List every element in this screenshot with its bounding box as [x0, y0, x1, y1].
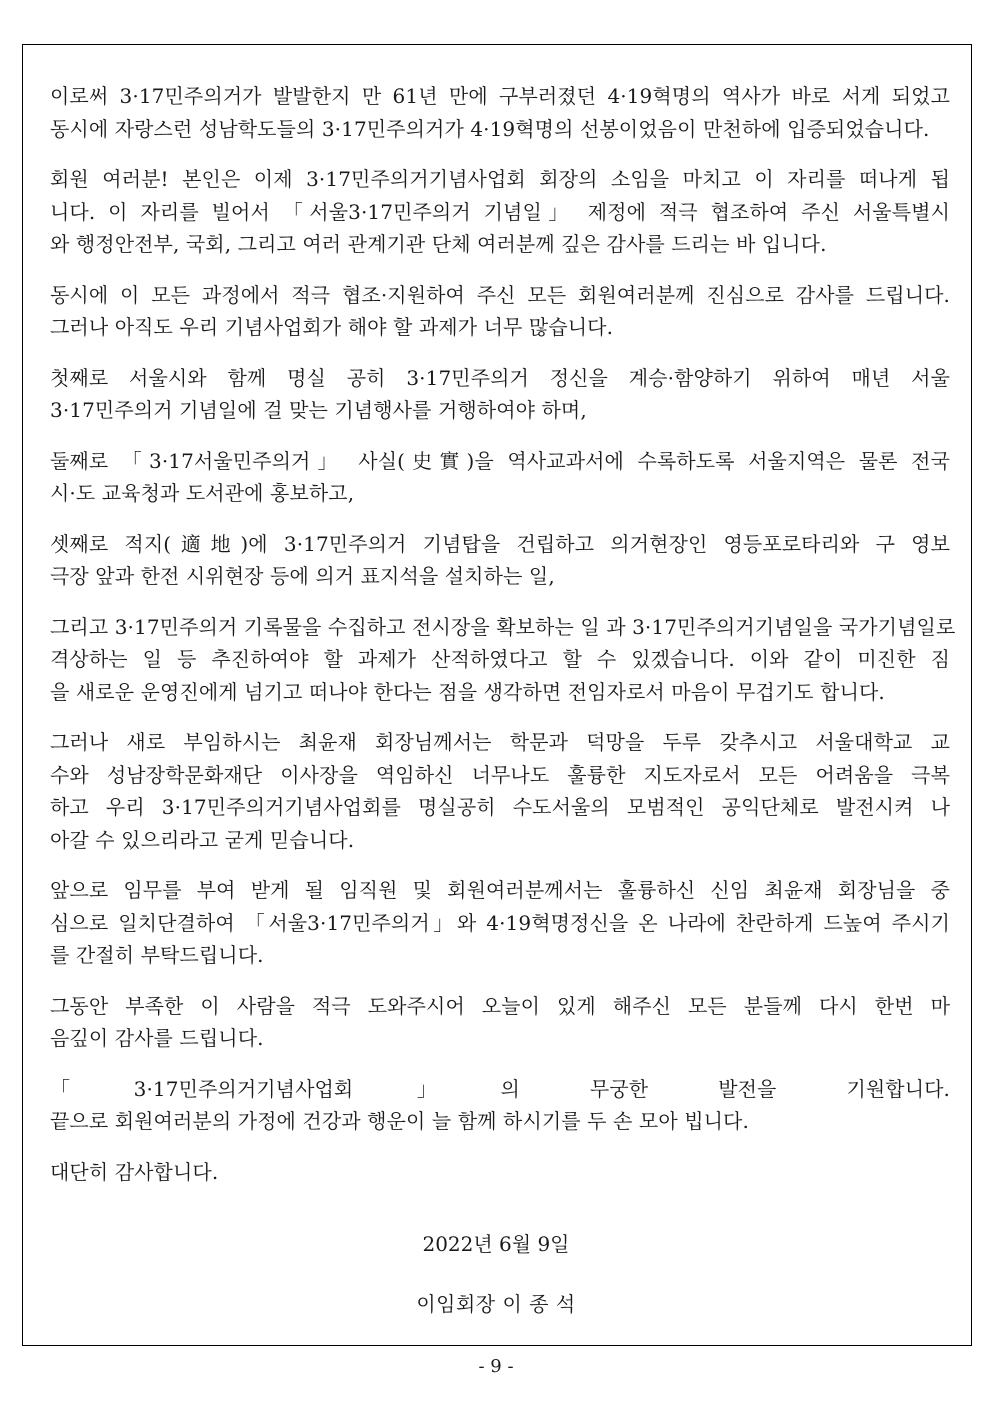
page-number: - 9 - — [478, 1356, 514, 1377]
text-line: 을 새로운 운영진에게 넘기고 떠나야 한다는 점을 생각하면 전임자로서 마음이 무겁기도 합니다. — [50, 679, 885, 704]
text-line: 동시에 이 모든 과정에서 적극 협조·지원하여 주신 모든 회원여러분께 진심으로 감사를 드립니다. — [50, 282, 950, 307]
text-line: 회원 여러분! 본인은 이제 3·17민주의거기념사업회 회장의 소임을 마치고 이 자리를 떠나게 됩 — [50, 167, 950, 191]
text-line: 이로써 3·17민주의거가 발발한지 만 61년 만에 구부러졌던 4·19혁명의 역사가 바로 서게 되었고 — [50, 84, 950, 108]
letter-body — [50, 80, 956, 1206]
signer-name: 이임회장 이 종 석 — [416, 1292, 576, 1316]
text-line: 그러나 아직도 우리 기념사업회가 해야 할 과제가 너무 많습니다. — [50, 315, 614, 339]
text-line: 격상하는 일 등 추진하여야 할 과제가 산적하였다고 할 수 있겠습니다. 이와 같이 미진한 짐 — [50, 647, 950, 671]
paragraph — [50, 1156, 950, 1189]
text-line: 그리고 3·17민주의거 기록물을 수집하고 전시장을 확보하는 일 과 3·17민주의거기념일을 국가기념일로 — [50, 614, 956, 639]
paragraph — [50, 990, 950, 1055]
paragraph — [50, 80, 950, 145]
text-line: 대단히 감사합니다. — [50, 1159, 219, 1184]
text-line: 둘째로 「3·17서울민주의거」 사실(史實)을 역사교과서에 수록하도록 서울지역은 물론 전국 — [50, 448, 950, 473]
text-line: 를 간절히 부탁드립니다. — [50, 943, 264, 967]
paragraph — [50, 279, 950, 344]
text-line: 심으로 일치단결하여 「서울3·17민주의거」와 4·19혁명정신을 온 나라에 찬란하게 드높여 주시기 — [50, 910, 950, 935]
text-line: 와 행정안전부, 국회, 그리고 여러 관계기관 단체 여러분께 깊은 감사를 드리는 바 입니다. — [50, 232, 827, 256]
text-line: 시·도 교육청과 도서관에 홍보하고, — [50, 481, 355, 505]
text-line: 그동안 부족한 이 사람을 적극 도와주시어 오늘이 있게 해주신 모든 분들께 다시 한번 마 — [50, 993, 950, 1018]
text-line: 「3·17민주의거기념사업회」의 무궁한 발전을 기원합니다. — [50, 1076, 950, 1101]
paragraph — [50, 1073, 950, 1138]
paragraph — [50, 362, 950, 427]
paragraph — [50, 874, 950, 972]
letter-date: 2022년 6월 9일 — [422, 1232, 570, 1256]
paragraph — [50, 445, 950, 510]
text-line: 동시에 자랑스런 성남학도들의 3·17민주의거가 4·19혁명의 선봉이었음이 만천하에 입증되었습니다. — [50, 116, 930, 141]
paragraph — [50, 726, 950, 856]
paragraph — [50, 528, 950, 593]
text-line: 끝으로 회원여러분의 가정에 건강과 행운이 늘 함께 하시기를 두 손 모아 빕니다. — [50, 1109, 749, 1133]
text-line: 3·17민주의거 기념일에 걸 맞는 기념행사를 거행하여야 하며, — [50, 398, 587, 422]
text-line: 극장 앞과 한전 시위현장 등에 의거 표지석을 설치하는 일, — [50, 564, 555, 588]
text-line: 하고 우리 3·17민주의거기념사업회를 명실공히 수도서울의 모범적인 공익단체로 발전시켜 나 — [50, 795, 950, 819]
text-line: 음깊이 감사를 드립니다. — [50, 1026, 264, 1050]
text-line: 니다. 이 자리를 빌어서 「서울3·17민주의거 기념일」 제정에 적극 협조하여 주신 서울특별시 — [50, 199, 950, 224]
text-line: 첫째로 서울시와 함께 명실 공히 3·17민주의거 정신을 계승·함양하기 위하여 매년 서울 — [50, 365, 950, 390]
text-line: 셋째로 적지(適地)에 3·17민주의거 기념탑을 건립하고 의거현장인 영등포로타리와 구 영보 — [50, 531, 950, 556]
paragraph — [50, 163, 950, 261]
text-line: 앞으로 임무를 부여 받게 될 임직원 및 회원여러분께서는 훌륭하신 신임 최윤재 회장님을 중 — [50, 878, 950, 902]
text-line: 수와 성남장학문화재단 이사장을 역임하신 너무나도 훌륭한 지도자로서 모든 어려움을 극복 — [50, 762, 950, 787]
text-line: 그러나 새로 부임하시는 최윤재 회장님께서는 학문과 덕망을 두루 갖추시고 서울대학교 교 — [50, 730, 950, 754]
paragraph — [50, 611, 956, 709]
text-line: 아갈 수 있으리라고 굳게 믿습니다. — [50, 827, 355, 852]
